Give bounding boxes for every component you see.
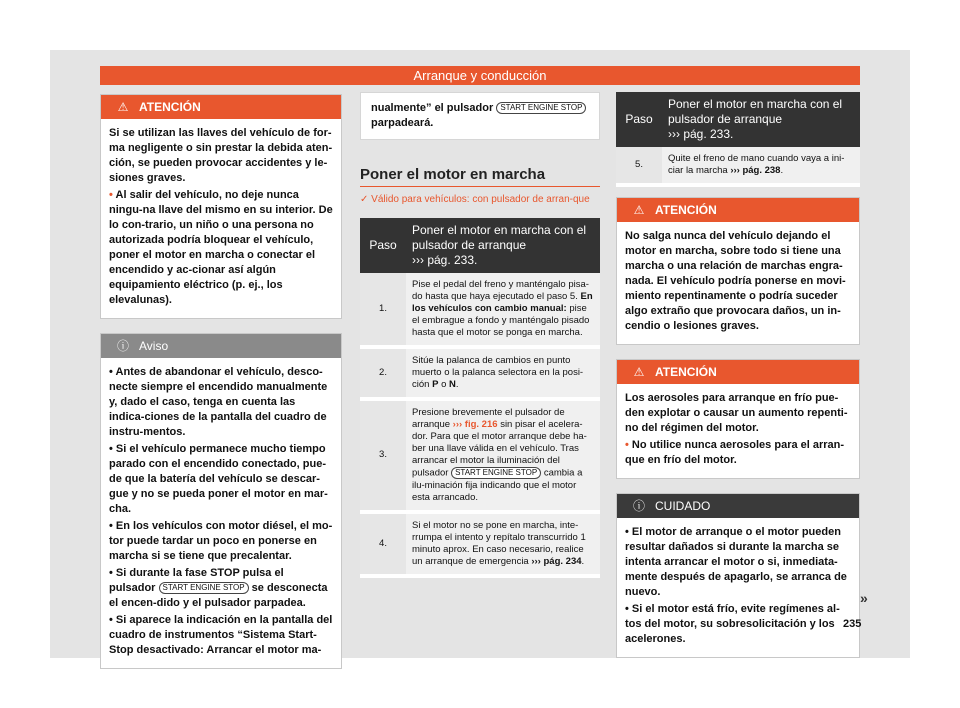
- warning-box-engine-running: [616, 197, 860, 345]
- note-continuation: nualmente” el pulsador START ENGINE STOP parpadeará.: [360, 92, 600, 140]
- steps-table-continued: [616, 92, 860, 187]
- table-row: 1. Pise el pedal del freno y manténgalo pisa-do hasta que haya ejecutado el paso 5. En los vehículos con cambio manual: pise el embrague a fondo y manténgalo pisado hasta que el motor se ponga en marcha.: [360, 273, 600, 347]
- warning-header: ⚠ ATENCIÓN: [617, 360, 859, 384]
- caution-body: • El motor de arranque o el motor pueden resultar dañados si durante la marcha se intenta arrancar el motor o si, inmediata-mente después de apagarlo, se arranca de nuevo. • Si el motor está frío, evite regímenes al-tos del motor, su sobresolicitación y los acelerones.: [625, 526, 847, 645]
- bullet-icon: •: [625, 439, 629, 451]
- check-icon: ✓: [360, 194, 369, 205]
- page-reference-link[interactable]: ››› pág. 238: [730, 165, 781, 176]
- caution-icon: ⓘ: [632, 499, 645, 513]
- warning-header: ⚠ ATENCIÓN: [101, 95, 341, 119]
- warning-body: Si se utilizan las llaves del vehículo de for-ma negligente o sin prestar la debida aten-ción, se pueden provocar accidentes y le-siones graves. • Al salir del vehículo, no deje nunca ningu-na llave del mismo en su interior. De lo con-trario, un niño o una persona no autorizada podría bloquear el vehículo, poner el motor en marcha o conectar el encendido y ac-cionar así algún equipamiento eléctrico (p. ej., los elevalunas).: [109, 127, 333, 306]
- page-number: 235: [843, 618, 862, 630]
- column-right: [616, 92, 860, 672]
- warning-body: No salga nunca del vehículo dejando el motor en marcha, sobre todo si tiene una marcha o una relación de marchas engra-nada. El vehículo podría ponerse en movi-miento repentinamente o podría suceder algo extraño que provocara daños, un in-cendio o lesiones graves.: [625, 230, 846, 332]
- start-engine-stop-key: START ENGINE STOP: [496, 102, 586, 114]
- column-middle: [360, 92, 600, 578]
- warning-triangle-icon: ⚠: [633, 203, 645, 217]
- table-header-row: Paso Poner el motor en marcha con el pulsador de arranque ››› pág. 233.: [360, 218, 600, 273]
- column-left: [100, 94, 342, 683]
- warning-box-aerosols: [616, 359, 860, 479]
- start-engine-stop-key: START ENGINE STOP: [451, 467, 541, 479]
- table-row: 4. Si el motor no se pone en marcha, inte-rrumpa el intento y repítalo transcurrido 1 minuto aprox. En caso necesario, realice un arranque de emergencia ››› pág. 234.: [360, 512, 600, 576]
- info-icon: ⓘ: [116, 339, 129, 353]
- continue-arrow-icon: »: [860, 590, 868, 606]
- warning-triangle-icon: ⚠: [633, 365, 645, 379]
- warning-header: ⚠ ATENCIÓN: [617, 198, 859, 222]
- note-box-aviso: [100, 333, 342, 669]
- page-reference-link[interactable]: ››› pág. 234: [531, 555, 582, 567]
- validity-note: ✓ Válido para vehículos: con pulsador de arran-que: [360, 194, 590, 205]
- page-header: Arranque y conducción: [100, 66, 860, 85]
- table-header-row: Paso Poner el motor en marcha con el pulsador de arranque ››› pág. 233.: [616, 92, 860, 147]
- table-row: 2. Sitúe la palanca de cambios en punto muerto o la palanca selectora en la posi-ción P o N.: [360, 347, 600, 399]
- warning-body: Los aerosoles para arranque en frío pue-den explotar o causar un aumento repenti-no del régimen del motor. • No utilice nunca aerosoles para el arran-que en frío del motor.: [625, 392, 848, 466]
- start-engine-stop-key: START ENGINE STOP: [159, 582, 249, 594]
- section-title: Poner el motor en marcha: [360, 166, 600, 187]
- note-body: • Antes de abandonar el vehículo, desco-necte siempre el encendido manualmente y, dado el caso, tenga en cuenta las indica-ciones de la pantalla del cuadro de instru-mentos. • Si el vehículo permanece mucho tiempo parado con el encendido conectado, pue-de que la batería del vehículo se descar-gue y no se pueda poner el motor en mar-cha. • En los vehículos con motor diésel, el mo-tor puede tardar un poco en ponerse en marcha si se tiene que precalentar. • Si durante la fase STOP pulsa el pulsador START ENGINE STOP se desconecta el encen-dido y el pulsador parpadea. • Si aparece la indicación en la pantalla del cuadro de instrumentos “Sistema Start-Stop desactivado: Arrancar el motor ma-: [109, 366, 333, 656]
- figure-reference-link[interactable]: ››› fig. 216: [452, 419, 498, 430]
- table-row: 3. Presione brevemente el pulsador de arranque ››› fig. 216 sin pisar el acelera-dor. Para que el motor arranque debe ha-ber una llave válida en el vehículo. Tras arrancar el motor la iluminación del pulsador START ENGINE STOP cambia a ilu-minación fija indicando que el motor esta arrancado.: [360, 399, 600, 512]
- table-row: 5. Quite el freno de mano cuando vaya a ini-ciar la marcha ››› pág. 238.: [616, 147, 860, 185]
- warning-triangle-icon: ⚠: [117, 100, 129, 114]
- caution-box: [616, 493, 860, 658]
- caution-header: ⓘ CUIDADO: [617, 494, 859, 518]
- bullet-icon: •: [109, 189, 113, 201]
- warning-box-keys: [100, 94, 342, 319]
- steps-table: [360, 218, 600, 578]
- note-header: ⓘ Aviso: [101, 334, 341, 358]
